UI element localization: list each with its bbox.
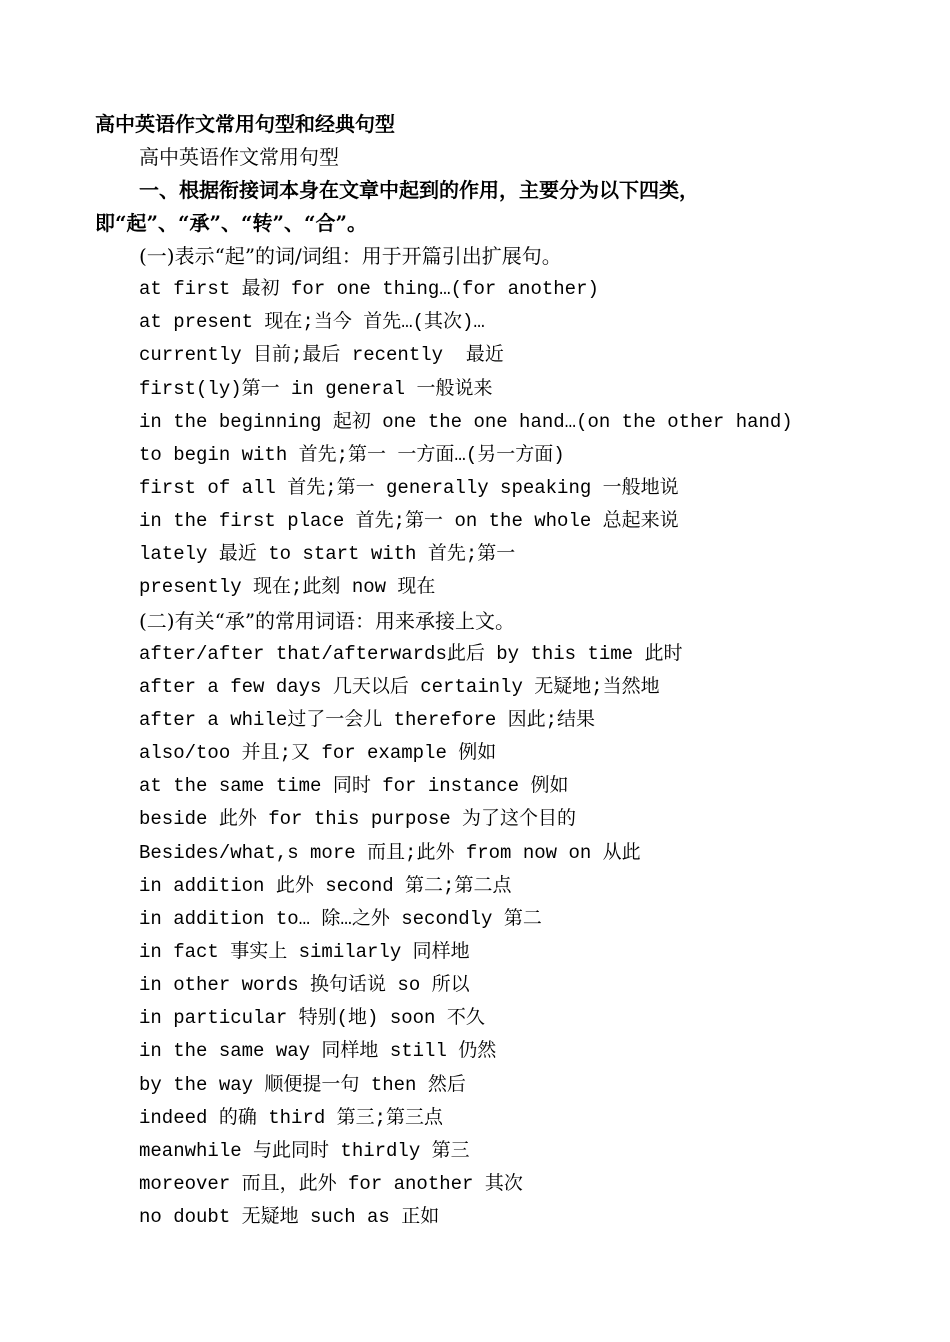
phrase-entry: after a while过了一会儿 therefore 因此;结果	[139, 708, 596, 731]
phrase-entry: moreover 而且，此外 for another 其次	[139, 1172, 523, 1195]
phrase-entry: in particular 特别(地) soon 不久	[139, 1007, 485, 1030]
phrase-list	[139, 240, 793, 1234]
phrase-entry: after a few days 几天以后 certainly 无疑地;当然地	[139, 675, 660, 698]
phrase-entry: in addition to… 除…之外 secondly 第二	[139, 907, 542, 930]
phrase-entry: in addition 此外 second 第二;第二点	[139, 874, 512, 897]
document-subtitle: 高中英语作文常用句型	[139, 145, 339, 169]
phrase-entry: first of all 首先;第一 generally speaking 一般地说	[139, 476, 679, 499]
phrase-entry: also/too 并且;又 for example 例如	[139, 742, 497, 765]
phrase-entry: in the first place 首先;第一 on the whole 总起来说	[139, 510, 679, 533]
phrase-entry: Besides/what,s more 而且;此外 from now on 从此	[139, 841, 641, 864]
phrase-entry: meanwhile 与此同时 thirdly 第三	[139, 1139, 470, 1162]
phrase-entry: at present 现在;当今 首先…(其次)…	[139, 311, 485, 334]
phrase-entry: presently 现在;此刻 now 现在	[139, 576, 436, 599]
phrase-entry: after/after that/afterwards此后 by this time 此时	[139, 642, 683, 665]
phrase-entry: to begin with 首先;第一 一方面…(另一方面)	[139, 443, 565, 466]
phrase-entry: by the way 顺便提一句 then 然后	[139, 1073, 466, 1096]
phrase-entry: beside 此外 for this purpose 为了这个目的	[139, 808, 577, 831]
section-heading: (二)有关“承”的常用词语：用来承接上文。	[139, 608, 516, 633]
phrase-entry: at the same time 同时 for instance 例如	[139, 775, 569, 798]
phrase-entry: in the beginning 起初 one the one hand…(on the other hand)	[139, 410, 793, 433]
phrase-entry: lately 最近 to start with 首先;第一	[139, 543, 516, 566]
phrase-entry: indeed 的确 third 第三;第三点	[139, 1106, 444, 1129]
phrase-entry: no doubt 无疑地 such as 正如	[139, 1206, 440, 1229]
phrase-entry: in the same way 同样地 still 仍然	[139, 1040, 497, 1063]
phrase-entry: currently 目前;最后 recently 最近	[139, 344, 504, 367]
section-heading: (一)表示“起”的词/词组：用于开篇引出扩展句。	[139, 244, 562, 268]
phrase-entry: first(ly)第一 in general 一般说来	[139, 377, 493, 400]
phrase-entry: in fact 事实上 similarly 同样地	[139, 940, 470, 963]
phrase-entry: in other words 换句话说 so 所以	[139, 974, 470, 997]
phrase-entry: at first 最初 for one thing…(for another)	[139, 278, 599, 301]
intro-paragraph: 一、根据衔接词本身在文章中起到的作用，主要分为以下四类，即“起”、“承”、“转”、“合”。	[95, 178, 699, 235]
document-title: 高中英语作文常用句型和经典句型	[95, 112, 395, 136]
